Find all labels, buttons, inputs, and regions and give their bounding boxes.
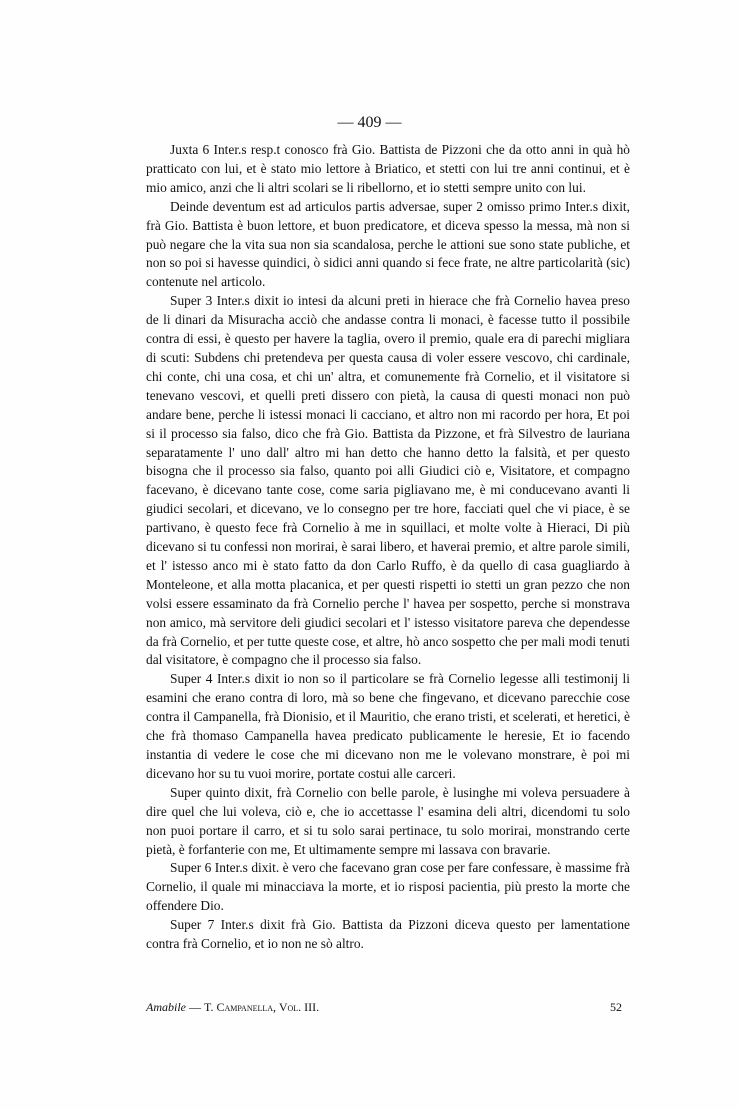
paragraph: Super 4 Inter.s dixit io non so il particolare se frà Cornelio legesse alli testimonij li esamini che erano contra di loro, mà so bene che fingevano, et dicevano parecchie cose contra il Campanella, frà Dionisio, et il Mauritio, che erano tristi, et scelerati, et heretici, è che frà thomaso Campanella havea predicato publicamente le heresie, Et io facendo instantia di vedere le cose che mi dicevano non me le volevano monstrare, è poi mi dicevano hor su tu vuoi morire, portate costui alle carceri. [146, 671, 630, 781]
paragraph: Super 6 Inter.s dixit. è vero che facevano gran cose per fare confessare, è massime frà Cornelio, il quale mi minacciava la morte, et io risposi pacientia, più presto la morte che offendere Dio. [146, 860, 630, 914]
body-text [146, 141, 630, 954]
page-number: — 409 — [337, 114, 402, 131]
paragraph: Deinde deventum est ad articulos partis adversae, super 2 omisso primo Inter.s dixit, frà Gio. Battista è buon lettore, et buon predicatore, et diceva spesso la messa, mà non si può negare che la vita sua non sia scandalosa, perche le attioni sue sono state publiche, et non so poi si havesse quindici, ò sidici anni quando si fece frate, ne altre particolarità (sic) contenute nel articolo. [146, 198, 630, 290]
paragraph: Super 7 Inter.s dixit frà Gio. Battista da Pizzoni diceva questo per lamentatione contra frà Cornelio, et io non ne sò altro. [146, 917, 630, 952]
footer-credit [146, 1000, 319, 1015]
page-footer [146, 1000, 630, 1015]
footer-title: T. Campanella, Vol. III. [204, 1000, 320, 1014]
paragraph: Super 3 Inter.s dixit io intesi da alcuni preti in hierace che frà Cornelio havea preso de li dinari da Misuracha acciò che andasse contra li monaci, è facesse tutto il possibile contra di essi, è questo per havere la taglia, overo il premio, quale era di parechi migliara di scuti: Subdens chi pretendeva per questa causa di voler essere vescovo, chi cardinale, chi conte, chi una cosa, et chi un' altra, et comunemente frà Cornelio, et il visitatore si tenevano vescovi, et quelli preti dissero con pietà, la causa di questi monaci non può andare bene, perche li istessi monaci li cacciano, et altro non mi racordo per hora, Et poi si il processo sia falso, dico che frà Gio. Battista da Pizzone, et frà Silvestro de lauriana separatamente l' uno dall' altro mi han detto che hanno detto la falsità, et per questo bisogna che il processo sia falso, quanto poi alli Giudici ciò e, Visitatore, et compagno facevano, è dicevano tante cose, come saria pigliavano me, è mi conducevano avanti li giudici secolari, et dicevano, ve lo consegno per tre hore, facciati quel che vi piace, è se partivano, è questo fece frà Cornelio à me in squillaci, et molte volte à Hieraci, Di più dicevano si tu confessi non morirai, è sarai libero, et haverai premio, et altre parole simili, et l' istesso anco mi è stato fatto da don Carlo Ruffo, è da quello di casa guagliardo à Monteleone, et alla motta placanica, et per questi rispetti io stetti un gran pezzo che non volsi essere essaminato da frà Cornelio perche l' havea per sospetto, perche si monstrava non amico, mà servitore deli giudici secolari et l' istesso visitatore pareva che dependesse da frà Cornelio, et per tutte queste cose, et altre, hò anco sospetto che per mali modi tenuti dal visitatore, è compagno che il processo sia falso. [146, 293, 630, 668]
footer-separator: — [186, 1000, 204, 1014]
paragraph: Super quinto dixit, frà Cornelio con belle parole, è lusinghe mi voleva persuadere à dire quel che lui voleva, ciò e, che io accettasse l' esamina deli altri, dicendomi tu solo non puoi portare il carro, et si tu solo sarai pertinace, tu solo morirai, monstrando certe pietà, è forfanterie con me, Et ultimamente sempre mi lassava con bravarie. [146, 784, 630, 857]
footer-author: Amabile [146, 1000, 186, 1014]
footer-signature: 52 [610, 1000, 622, 1014]
paragraph: Juxta 6 Inter.s resp.t conosco frà Gio. Battista de Pizzoni che da otto anni in quà hò pratticato con lui, et è stato mio lettore à Briatico, et stetti con lui tre anni continui, et è mio amico, anzi che li altri scolari se li ribellorno, et io stetti sempre unito con lui. [146, 142, 630, 195]
